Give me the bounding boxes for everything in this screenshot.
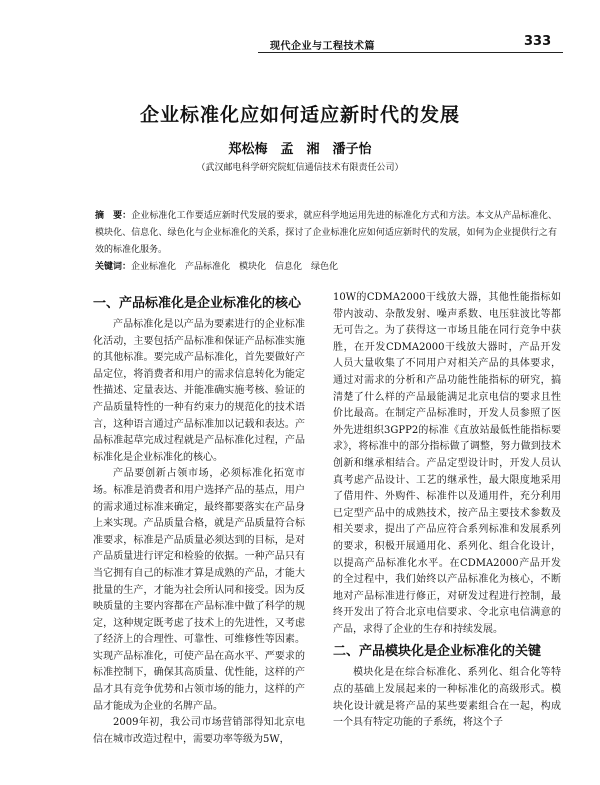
header-rule bbox=[258, 52, 563, 53]
keywords-label: 关键词： bbox=[95, 262, 132, 272]
left-column bbox=[93, 290, 305, 748]
paper-affiliation: （武汉邮电科学研究院虹信通信技术有限责任公司） bbox=[196, 163, 404, 173]
running-header bbox=[0, 28, 600, 50]
paper-title: 企业标准化应如何适应新时代的发展 bbox=[139, 104, 460, 126]
right-column bbox=[333, 290, 561, 732]
left-paragraph-3: 2009年初，我公司市场营销部得知北京电信在城市改造过程中，需要功率等级为5W， bbox=[93, 717, 305, 745]
abstract-label: 摘 要： bbox=[95, 211, 132, 221]
abstract-text: 企业标准化工作要适应新时代发展的要求，就应科学地运用先进的标准化方式和方法。本文从产品标准化、模块化、信息化、绿色化与企业标准化的关系，探讨了企业标准化应如何适应新时代的发展，如何为企业提供行之有效的标准化服务。 bbox=[95, 211, 557, 255]
paper-authors: 郑松梅 孟 湘 潘子怡 bbox=[228, 142, 372, 157]
right-paragraph-2: 模块化是在综合标准化、系列化、组合化等特点的基础上发展起来的一种标准化的高级形式。模块化设计就是将产品的某些要素组合在一起，构成一个具有特定功能的子系统，将这个子 bbox=[333, 667, 561, 729]
section-heading-2: 二、产品模块化是企业标准化的关键 bbox=[333, 644, 542, 660]
section-heading-1: 一、产品标准化是企业标准化的核心 bbox=[93, 296, 302, 311]
page-number: 333 bbox=[524, 34, 552, 49]
keywords bbox=[95, 259, 557, 272]
right-paragraph-1: 10W的CDMA2000干线放大器，其他性能指标如带内波动、杂散发射、噪声系数、电压驻波比等都无可告之。为了获得这一市场且能在同行竞争中获胜，在开发CDMA2000干线放大器时，产品开发人员大量收集了不同用户对相关产品的具体要求，通过对需求的分析和产品功能性能指标的研究，搞清楚了什么样的产品最能满足北京电信的要求且性价比最高。在制定产品标准时，开发人员参照了医外先进组织3GPP2的标准《直放站最低性能指标要求》，将标准中的部分指标做了调整，努力做到技术创新和继承相结合。产品定型设计时，开发人员认真考虑产品设计、工艺的继承性，最大限度地采用了借用件、外购件、标准件以及通用件，充分利用已定型产品中的成熟技术，按产品主要技术参数及相关要求，提出了产品应符合系列标准和发展系列的要求，积极开展通用化、系列化、组合化设计，以提高产品标准化水平。在CDMA2000产品开发的全过程中，我们始终以产品标准化为核心，不断地对产品标准进行修正，对研发过程进行控制，最终开发出了符合北京电信要求、令北京电信满意的产品，求得了企业的生存和持续发展。 bbox=[333, 292, 561, 635]
running-title: 现代企业与工程技术篇 bbox=[270, 41, 375, 52]
abstract bbox=[95, 208, 557, 259]
left-paragraph-2: 产品要创新占领市场，必须标准化拓宽市场。标准是消费者和用户选择产品的基点，用户的需求通过标准来确定，最终都要落实在产品身上来实现。产品质量合格，就是产品质量符合标准要求，标准是产品质量必须达到的目标，是对产品质量进行评定和检验的依据。一种产品只有当它拥有自己的标准才算是成熟的产品，才能大批量的生产，才能为社会所认同和接受。因为反映质量的主要内容都在产品标准中做了科学的规定，这种规定既考虑了技术上的先进性，又考虑了经济上的合理性、可靠性、可维修性等因素。实现产品标准化，可使产品在高水平、严要求的标准控制下，确保其高质量、优性能，这样的产品才具有竞争优势和占领市场的能力，这样的产品才能成为企业的名牌产品。 bbox=[93, 468, 305, 712]
keywords-text: 企业标准化 产品标准化 模块化 信息化 绿色化 bbox=[131, 262, 339, 272]
left-paragraph-1: 产品标准化是以产品为要素进行的企业标准化活动，主要包括产品标准和保证产品标准实施的其他标准。要完成产品标准化，首先要做好产品定位，将消费者和用户的需求信息转化为能定性描述、定量表达、并能准确实施考核、验证的产品质量特性的一种有约束力的规范化的技术语言，这种语言通过产品标准加以记载和表达。产品标准起草完成过程就是产品标准化过程，产品标准化是企业标准化的核心。 bbox=[93, 319, 305, 463]
